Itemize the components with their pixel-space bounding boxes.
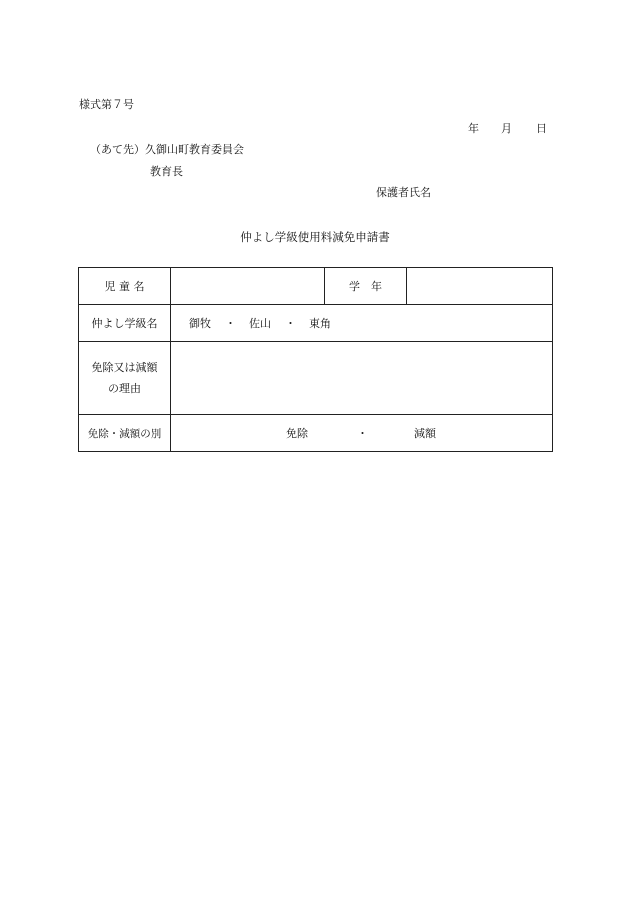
separator: ・ <box>357 427 368 440</box>
type-options <box>171 415 553 452</box>
addressee: （あて先）久御山町教育委員会 <box>90 143 244 156</box>
guardian-name-label: 保護者氏名 <box>376 186 431 199</box>
class-option-mimaki[interactable]: 御牧 <box>189 317 211 330</box>
document-title: 仲よし学級使用料減免申請書 <box>240 230 390 244</box>
child-name-label: 児 童 名 <box>79 268 171 305</box>
reason-label-line2: の理由 <box>108 382 141 395</box>
class-option-higashizumi[interactable]: 東角 <box>309 317 331 330</box>
table-row <box>79 342 553 415</box>
type-option-exemption[interactable]: 免除 <box>286 427 308 440</box>
date-month: 月 <box>501 122 512 135</box>
date-day: 日 <box>536 122 547 135</box>
table-row <box>79 305 553 342</box>
reason-label <box>79 342 171 415</box>
class-option-sayama[interactable]: 佐山 <box>249 317 271 330</box>
class-name-label: 仲よし学級名 <box>79 305 171 342</box>
table-row <box>79 415 553 452</box>
date-year: 年 <box>468 122 479 135</box>
grade-label: 学 年 <box>325 268 407 305</box>
addressee-title: 教育長 <box>150 165 183 178</box>
application-form-table <box>78 267 553 452</box>
grade-field[interactable] <box>407 268 553 305</box>
reason-label-line1: 免除又は減額 <box>91 361 158 374</box>
class-name-options <box>171 305 553 342</box>
type-label: 免除・減額の別 <box>79 415 171 452</box>
child-name-field[interactable] <box>171 268 325 305</box>
form-number: 様式第７号 <box>79 98 134 111</box>
date-line <box>468 120 547 136</box>
type-option-reduction[interactable]: 減額 <box>414 427 436 440</box>
reason-field[interactable] <box>171 342 553 415</box>
table-row <box>79 268 553 305</box>
separator: ・ <box>225 317 236 330</box>
separator: ・ <box>285 317 296 330</box>
